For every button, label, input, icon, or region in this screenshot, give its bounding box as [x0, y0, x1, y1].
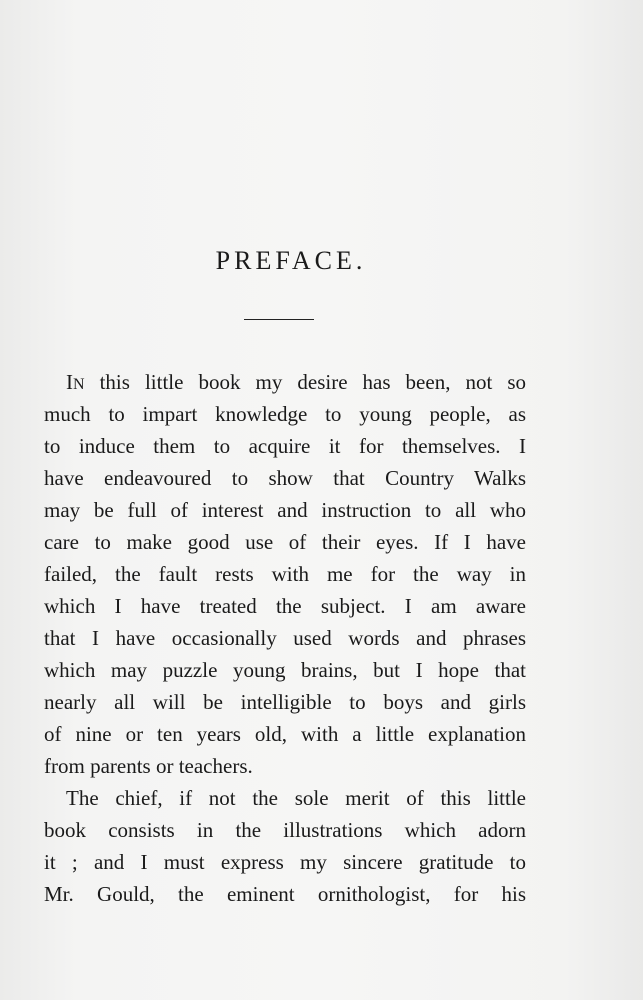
- paragraph-line: it ; and I must express my sincere gratitude to: [44, 850, 526, 874]
- title-rule: [244, 319, 314, 320]
- paragraph-line: The chief, if not the sole merit of this little: [66, 786, 526, 810]
- paragraph-line: that I have occasionally used words and phrases: [44, 626, 526, 650]
- paragraph-line: care to make good use of their eyes. If I have: [44, 530, 526, 554]
- page-title: PREFACE.: [215, 246, 367, 275]
- paragraph-line: failed, the fault rests with me for the way in: [44, 562, 526, 586]
- paragraph-line: IN this little book my desire has been, not so: [66, 370, 527, 394]
- paragraph-line: have endeavoured to show that Country Walks: [44, 466, 526, 490]
- paragraph-line: book consists in the illustrations which adorn: [44, 818, 526, 842]
- paragraph-line: from parents or teachers.: [44, 754, 253, 778]
- paragraph-line: which I have treated the subject. I am aware: [44, 594, 526, 618]
- paragraph-line: which may puzzle young brains, but I hope that: [44, 658, 526, 682]
- paragraph-line: much to impart knowledge to young people, as: [44, 402, 526, 426]
- paragraph-line: to induce them to acquire it for themselves. I: [44, 434, 526, 458]
- paragraph-line: Mr. Gould, the eminent ornithologist, for his: [44, 882, 526, 906]
- paragraph-line: may be full of interest and instruction to all who: [44, 498, 526, 522]
- smallcaps-initial: IN: [66, 370, 85, 394]
- paragraph-line: nearly all will be intelligible to boys and girls: [44, 690, 526, 714]
- paragraph-line: of nine or ten years old, with a little explanation: [44, 722, 526, 746]
